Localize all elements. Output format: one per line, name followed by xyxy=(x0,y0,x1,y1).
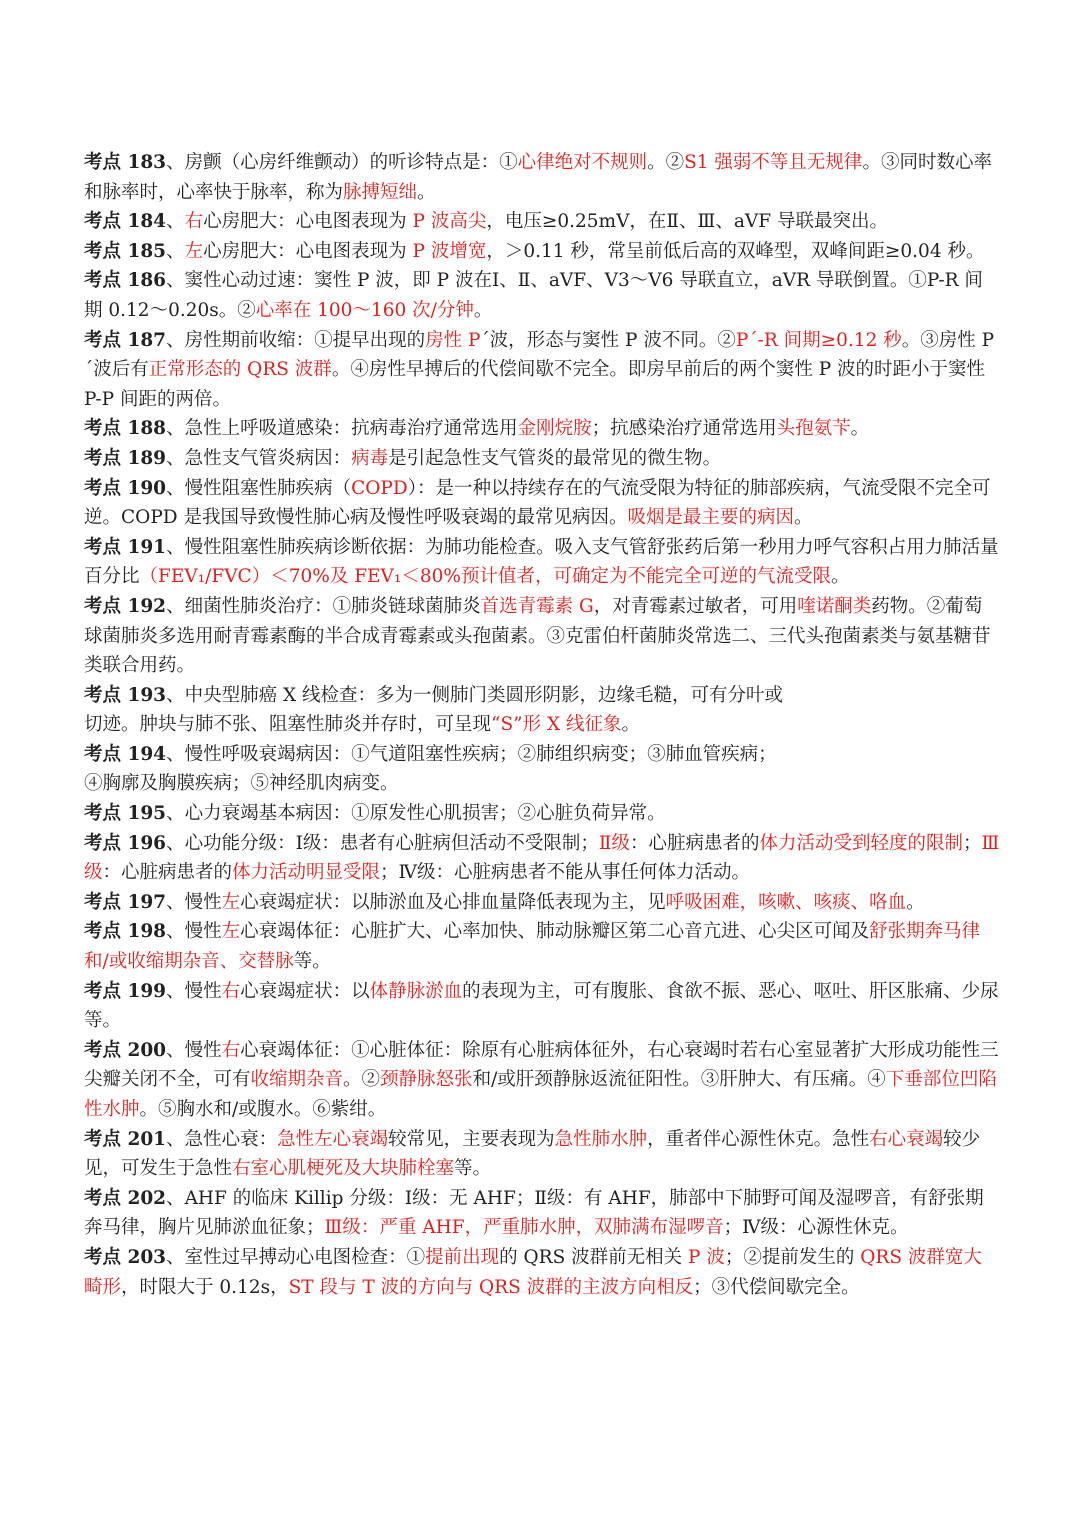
key-point-highlight: P 波 xyxy=(688,1246,725,1268)
entry-number: 考点 196 xyxy=(84,832,167,854)
entry-number: 考点 197 xyxy=(84,891,167,913)
entry-text: ，时限大于 0.12s， xyxy=(121,1276,289,1298)
entry-text: ④胸廓及胸膜疾病；⑤神经肌肉病变。 xyxy=(84,773,399,795)
entry-text: ，重者伴心源性休克。急性 xyxy=(647,1128,870,1150)
key-point-highlight: 呼吸困难，咳嗽、咳痰、咯血 xyxy=(665,891,907,913)
kaodian-entry xyxy=(84,681,1000,740)
key-point-highlight: P 波高尖 xyxy=(412,211,487,233)
entry-number: 考点 201 xyxy=(84,1128,167,1150)
entry-text: 。 xyxy=(906,891,925,913)
key-point-highlight: P´-R 间期≥0.12 秒 xyxy=(735,329,902,351)
entry-text: 。② xyxy=(647,152,685,173)
key-point-highlight: COPD xyxy=(351,477,408,499)
kaodian-entry xyxy=(84,1243,1000,1302)
key-point-highlight: 右室心肌梗死及大块肺栓塞 xyxy=(232,1158,455,1180)
entry-number: 考点 200 xyxy=(84,1039,167,1061)
entry-number: 考点 202 xyxy=(84,1187,167,1209)
entry-number: 考点 186 xyxy=(84,270,167,292)
entry-number: 考点 199 xyxy=(84,980,167,1002)
entry-text: 等。 xyxy=(293,951,331,973)
entry-text: 心衰竭体征：心脏扩大、心率加快、肺动脉瓣区第二心音亢进、心尖区可闻及 xyxy=(240,921,870,943)
entry-text: 心房肥大：心电图表现为 xyxy=(203,211,413,233)
entry-text: 、慢性 xyxy=(166,1039,222,1061)
entry-number: 考点 193 xyxy=(84,684,167,706)
kaodian-entry xyxy=(84,829,1000,888)
key-point-highlight: 右 xyxy=(221,980,241,1002)
entry-text: 心衰竭症状：以 xyxy=(240,980,370,1002)
entry-text: 心房肥大：心电图表现为 xyxy=(203,240,413,262)
entry-text: ；②提前发生的 xyxy=(724,1246,861,1268)
key-point-highlight: 房性 P xyxy=(425,329,481,351)
kaodian-entry xyxy=(84,414,1000,444)
entry-text: 、慢性阻塞性肺疾病（ xyxy=(166,477,352,499)
entry-text: 。③同时数心率和脉率时，心率快于脉率，称为 xyxy=(84,152,992,203)
entry-text: 心衰竭症状：以肺淤血及心排血量降低表现为主，见 xyxy=(240,891,666,913)
key-point-highlight: 提前出现 xyxy=(425,1246,500,1268)
key-point-highlight: 金刚烷胺 xyxy=(517,418,592,440)
key-point-highlight: 急性左心衰竭 xyxy=(277,1128,389,1150)
entry-text: ）：是一种以持续存在的气流受限为特征的肺部疾病，气流受限不完全可逆。COPD 是我国导致慢性肺心病及慢性呼吸衰竭的最常见病因。 xyxy=(84,477,991,529)
key-point-highlight: 急性肺水肿 xyxy=(554,1128,648,1150)
entry-text: ；③代偿间歇完全。 xyxy=(693,1276,860,1298)
entry-text: 、急性上呼吸道感染：抗病毒治疗通常选用 xyxy=(166,418,518,440)
key-point-highlight: 右 xyxy=(184,211,204,233)
entry-number: 考点 189 xyxy=(84,447,167,469)
kaodian-entry xyxy=(84,977,1000,1036)
entry-text: ； xyxy=(962,832,982,854)
key-point-highlight: “S”形 X 线征象 xyxy=(491,714,622,736)
entry-text: 心衰竭体征：①心脏体征：除原有心脏病体征外，右心衰竭时若右心室显著扩大形成功能性三尖瓣关闭不全，可有 xyxy=(84,1039,999,1091)
entry-number: 考点 190 xyxy=(84,477,167,499)
entry-text: 切迹。肿块与肺不张、阻塞性肺炎并存时，可呈现 xyxy=(84,714,492,736)
key-point-highlight: 下垂部位凹陷性水肿 xyxy=(84,1069,997,1120)
entry-text: ，电压≥0.25mV，在Ⅱ、Ⅲ、aVF 导联最突出。 xyxy=(486,211,888,233)
entry-text: 。 xyxy=(830,566,850,588)
entry-text: ，对青霉素过敏者，可用 xyxy=(593,595,798,617)
kaodian-entry xyxy=(84,148,1000,207)
entry-text: 、慢性阻塞性肺疾病诊断依据：为肺功能检查。吸入支气管舒张药后第一秒用力呼气容积占用力肺活量百分比 xyxy=(84,536,999,588)
entry-text: 。④房性早搏后的代偿间歇不完全。即房早前后的两个窦性 P 波的时距小于窦性 P-P 间距的两倍。 xyxy=(84,359,986,410)
entry-text: 。 xyxy=(794,507,813,529)
entry-text: 、窦性心动过速：窦性 P 波，即 P 波在Ⅰ、Ⅱ、aVF、V3～V6 导联直立，aVR 导联倒置。①P-R 间期 0.12～0.20s。② xyxy=(84,270,983,321)
entry-text: ：心脏病患者的 xyxy=(102,862,233,884)
entry-text: 较少见，可发生于急性 xyxy=(84,1128,981,1180)
key-point-highlight: 体力活动明显受限 xyxy=(232,862,381,884)
key-point-highlight: 吸烟是最主要的病因 xyxy=(627,507,795,529)
kaodian-entry xyxy=(84,592,1000,681)
entry-number: 考点 194 xyxy=(84,743,167,765)
key-point-highlight: （FEV₁/FVC）＜70%及 FEV₁＜80%预计值者，可确定为不能完全可逆的气流受限 xyxy=(139,566,831,588)
key-point-highlight: S1 强弱不等且无规律 xyxy=(684,152,863,173)
kaodian-entry xyxy=(84,207,1000,237)
entry-number: 考点 192 xyxy=(84,595,167,617)
entry-number: 考点 203 xyxy=(84,1246,167,1268)
entry-text: 的 QRS 波群前无相关 xyxy=(499,1246,689,1268)
kaodian-entry xyxy=(84,533,1000,592)
entry-text: 。② xyxy=(343,1069,381,1091)
entry-text: 、室性过早搏动心电图检查：① xyxy=(166,1246,426,1268)
entry-text: 、细菌性肺炎治疗：①肺炎链球菌肺炎 xyxy=(166,595,481,617)
entry-number: 考点 184 xyxy=(84,211,167,233)
kaodian-entry xyxy=(84,237,1000,267)
key-point-highlight: 首选青霉素 G xyxy=(480,595,594,617)
entry-text: 是引起急性支气管炎的最常见的微生物。 xyxy=(388,447,722,469)
key-point-highlight: 正常形态的 QRS 波群 xyxy=(148,359,332,381)
entry-text: 、AHF 的临床 Killip 分级：Ⅰ级：无 AHF；Ⅱ级：有 AHF，肺部中下肺野可闻及湿啰音，有舒张期奔马律，胸片见肺淤血征象； xyxy=(84,1187,984,1239)
key-point-highlight: 体力活动受到轻度的限制 xyxy=(759,832,963,854)
entry-text: 、中央型肺癌 X 线检查：多为一侧肺门类圆形阴影，边缘毛糙，可有分叶或 xyxy=(166,684,783,706)
kaodian-entry xyxy=(84,1036,1000,1125)
entry-text: ´波，形态与窦性 P 波不同。② xyxy=(480,329,736,351)
key-point-highlight: 左 xyxy=(221,891,241,913)
entry-text: 。③房性 P´波后有 xyxy=(84,329,995,381)
key-point-highlight: QRS 波群宽大畸形 xyxy=(84,1246,982,1298)
entry-text: ，＞0.11 秒，常呈前低后高的双峰型，双峰间距≥0.04 秒。 xyxy=(486,240,985,262)
entry-text: 、慢性 xyxy=(166,980,222,1002)
entry-text: 、慢性 xyxy=(166,921,222,943)
key-point-highlight: Ⅱ级 xyxy=(598,832,630,854)
entry-text: 、慢性呼吸衰竭病因：①气道阻塞性疾病；②肺组织病变；③肺血管疾病； xyxy=(166,743,777,765)
key-point-highlight: 左 xyxy=(184,240,204,262)
kaodian-entry xyxy=(84,1184,1000,1243)
entry-number: 考点 185 xyxy=(84,240,167,262)
key-point-highlight: 收缩期杂音 xyxy=(250,1069,344,1091)
entry-text: 、 xyxy=(166,240,185,262)
entry-text: 。 xyxy=(621,714,641,736)
entry-text: 、急性支气管炎病因： xyxy=(166,447,352,469)
entry-text: 。 xyxy=(850,418,870,440)
entry-number: 考点 183 xyxy=(84,152,167,173)
kaodian-entry xyxy=(84,326,1000,415)
entry-text: 较常见，主要表现为 xyxy=(388,1128,555,1150)
entry-text: 。 xyxy=(417,181,436,203)
entry-text: 的表现为主，可有腹胀、食欲不振、恶心、呕吐、肝区胀痛、少尿等。 xyxy=(84,980,999,1032)
kaodian-entry xyxy=(84,1125,1000,1184)
key-point-highlight: 心率在 100～160 次/分钟 xyxy=(255,299,474,321)
entry-text: ；Ⅳ级：心源性休克。 xyxy=(723,1217,909,1239)
key-point-highlight: Ⅲ级 xyxy=(84,832,1000,884)
entry-text: 、心力衰竭基本病因：①原发性心肌损害；②心脏负荷异常。 xyxy=(166,803,666,825)
key-point-highlight: 颈静脉怒张 xyxy=(380,1069,473,1091)
document-page xyxy=(84,148,1000,1302)
entry-text: 、慢性 xyxy=(166,891,222,913)
entry-text: 、心功能分级：Ⅰ级：患者有心脏病但活动不受限制； xyxy=(166,832,599,854)
key-point-highlight: 脉搏短绌 xyxy=(343,181,418,203)
key-point-highlight: P 波增宽 xyxy=(412,240,487,262)
key-point-highlight: ST 段与 T 波的方向与 QRS 波群的主波方向相反 xyxy=(288,1276,694,1298)
key-point-highlight: 头孢氨苄 xyxy=(776,418,851,440)
entry-text: 、急性心衰： xyxy=(166,1128,278,1150)
entry-text: ；抗感染治疗通常选用 xyxy=(591,418,777,440)
key-point-highlight: 心律绝对不规则 xyxy=(517,152,648,173)
key-point-highlight: 右 xyxy=(221,1039,241,1061)
kaodian-entry xyxy=(84,917,1000,976)
entry-number: 考点 187 xyxy=(84,329,167,351)
entry-text: 。 xyxy=(473,299,493,321)
key-point-highlight: 左 xyxy=(221,921,241,943)
entry-text: 等。 xyxy=(454,1158,492,1180)
entry-text: ：心脏病患者的 xyxy=(629,832,760,854)
kaodian-entry xyxy=(84,888,1000,918)
entry-number: 考点 188 xyxy=(84,418,167,440)
entry-number: 考点 198 xyxy=(84,921,167,943)
entry-number: 考点 195 xyxy=(84,803,167,825)
entry-text: 、房颤（心房纤维颤动）的听诊特点是：① xyxy=(166,152,518,173)
key-point-highlight: 病毒 xyxy=(351,447,389,469)
entry-text: 、房性期前收缩：①提早出现的 xyxy=(166,329,426,351)
kaodian-entry xyxy=(84,266,1000,325)
key-point-highlight: 喹诺酮类 xyxy=(797,595,872,617)
kaodian-entry xyxy=(84,799,1000,829)
key-point-highlight: 体静脉淤血 xyxy=(369,980,463,1002)
entry-text: 和/或肝颈静脉返流征阳性。③肝肿大、有压痛。④ xyxy=(472,1069,886,1091)
key-point-highlight: 舒张期奔马律和/或收缩期杂音、交替脉 xyxy=(84,921,981,973)
key-point-highlight: 右心衰竭 xyxy=(869,1128,944,1150)
key-point-highlight: Ⅲ级：严重 AHF，严重肺水肿，双肺满布湿啰音 xyxy=(324,1217,724,1239)
entry-text: 。⑤胸水和/或腹水。⑥紫绀。 xyxy=(139,1099,387,1120)
kaodian-entry xyxy=(84,474,1000,533)
entry-number: 考点 191 xyxy=(84,536,167,558)
entry-text: 药物。②葡萄球菌肺炎多选用耐青霉素酶的半合成青霉素或头孢菌素。③克雷伯杆菌肺炎常选二、三代头孢菌素类与氨基糖苷类联合用药。 xyxy=(84,595,991,677)
entry-text: 、 xyxy=(166,211,185,233)
entry-text: ；Ⅳ级：心脏病患者不能从事任何体力活动。 xyxy=(380,862,751,884)
kaodian-entry xyxy=(84,740,1000,799)
kaodian-entry xyxy=(84,444,1000,474)
